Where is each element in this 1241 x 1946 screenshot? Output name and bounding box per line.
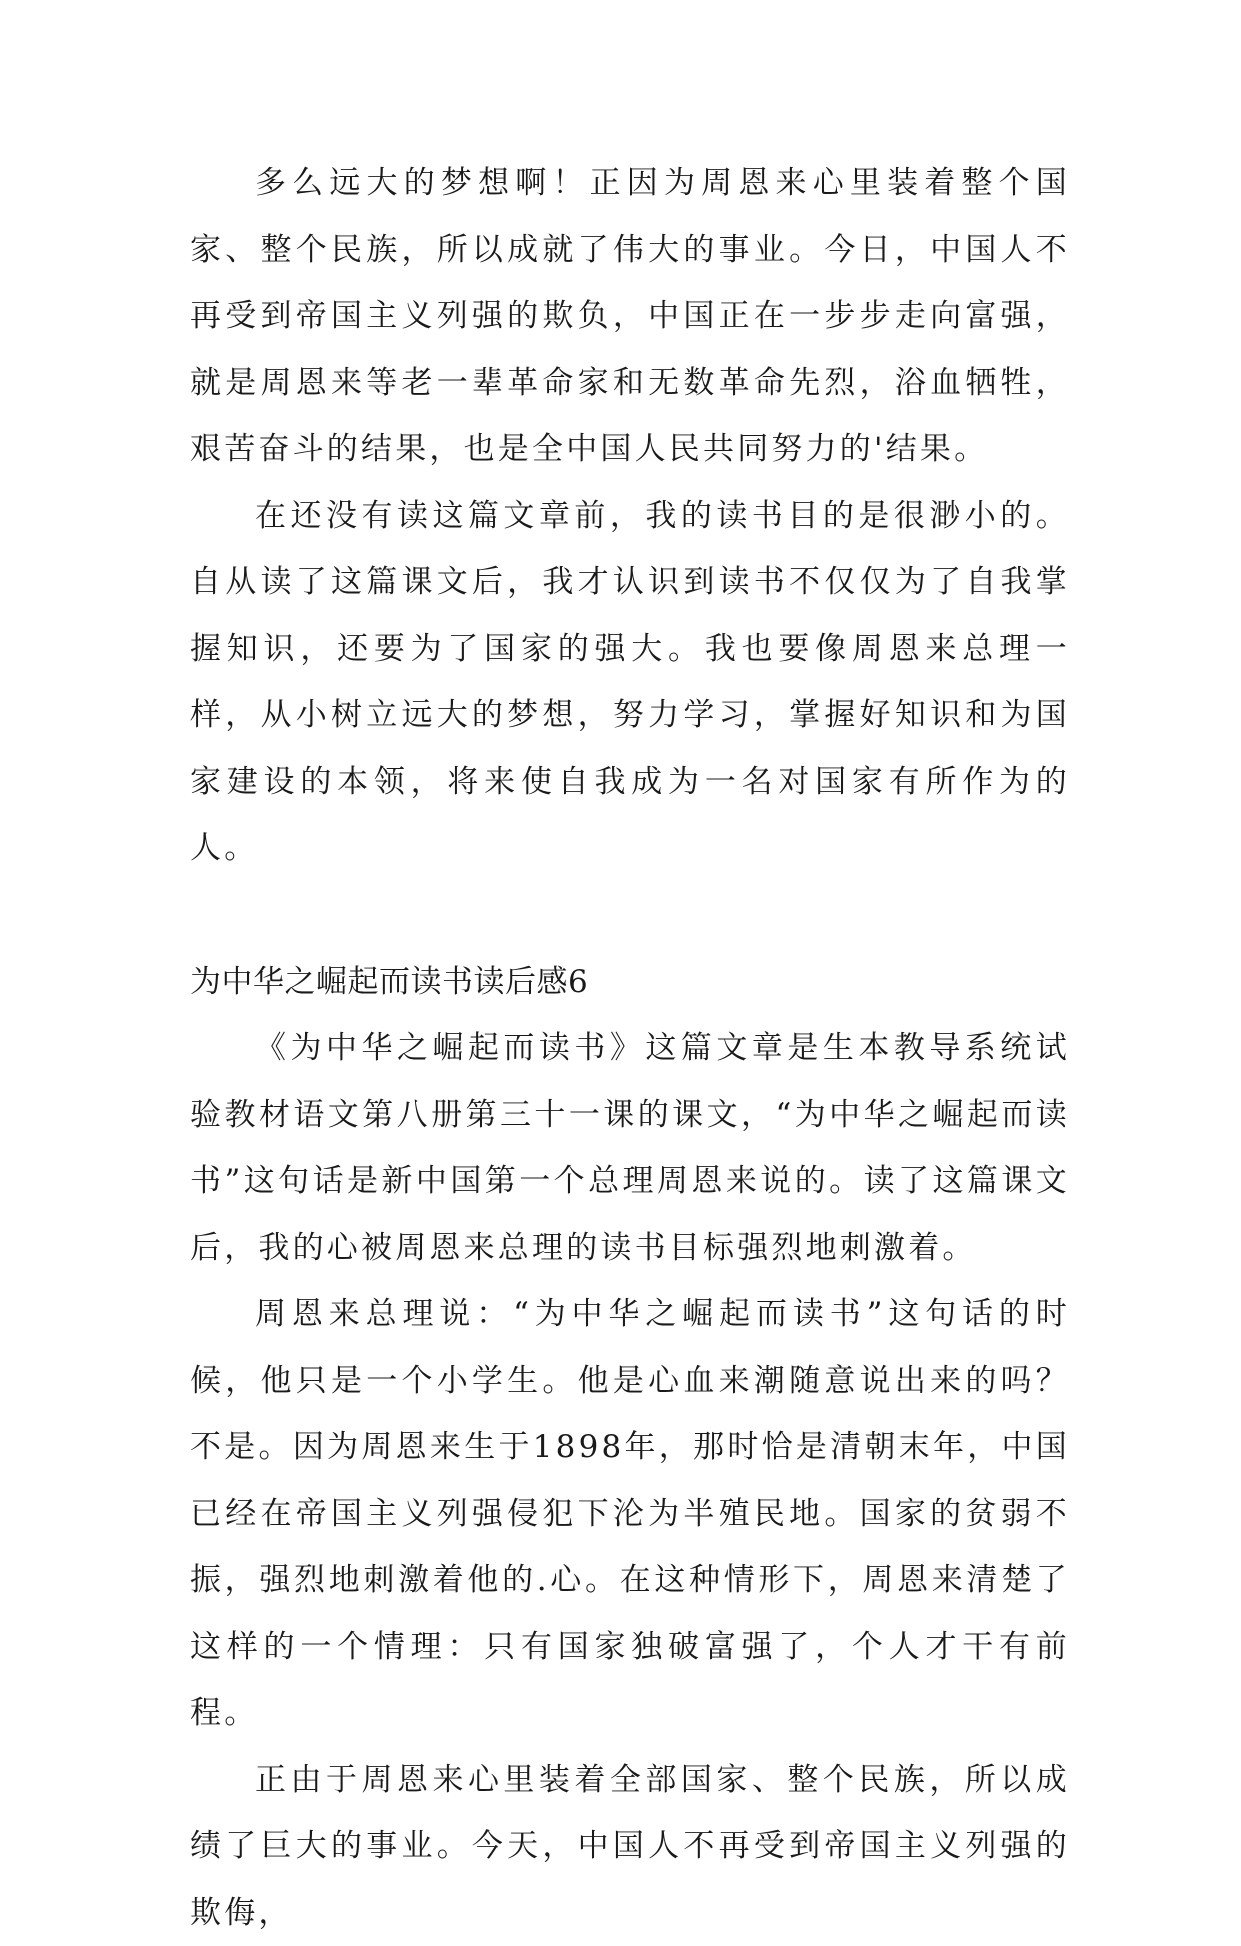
section-heading: 为中华之崛起而读书读后感6 bbox=[190, 949, 1070, 1016]
body-paragraph: 《为中华之崛起而读书》这篇文章是生本教导系统试验教材语文第八册第三十一课的课文，“为中华之崛起而读书”这句话是新中国第一个总理周恩来说的。读了这篇课文后，我的心被周恩来总理的读书目标强烈地刺激着。 bbox=[190, 1015, 1070, 1281]
document-page bbox=[190, 150, 1070, 1946]
body-paragraph: 多么远大的梦想啊！正因为周恩来心里装着整个国家、整个民族，所以成就了伟大的事业。今日，中国人不再受到帝国主义列强的欺负，中国正在一步步走向富强，就是周恩来等老一辈革命家和无数革命先烈，浴血牺牲，艰苦奋斗的结果，也是全中国人民共同努力的'结果。 bbox=[190, 150, 1070, 483]
body-paragraph: 正由于周恩来心里装着全部国家、整个民族，所以成绩了巨大的事业。今天，中国人不再受到帝国主义列强的欺侮， bbox=[190, 1747, 1070, 1946]
body-paragraph: 在还没有读这篇文章前，我的读书目的是很渺小的。自从读了这篇课文后，我才认识到读书不仅仅为了自我掌握知识，还要为了国家的强大。我也要像周恩来总理一样，从小树立远大的梦想，努力学习，掌握好知识和为国家建设的本领，将来使自我成为一名对国家有所作为的人。 bbox=[190, 483, 1070, 882]
body-paragraph: 周恩来总理说：“为中华之崛起而读书”这句话的时候，他只是一个小学生。他是心血来潮随意说出来的吗？不是。因为周恩来生于1898年，那时恰是清朝末年，中国已经在帝国主义列强侵犯下沦为半殖民地。国家的贫弱不振，强烈地刺激着他的.心。在这种情形下，周恩来清楚了这样的一个情理：只有国家独破富强了，个人才干有前程。 bbox=[190, 1281, 1070, 1747]
